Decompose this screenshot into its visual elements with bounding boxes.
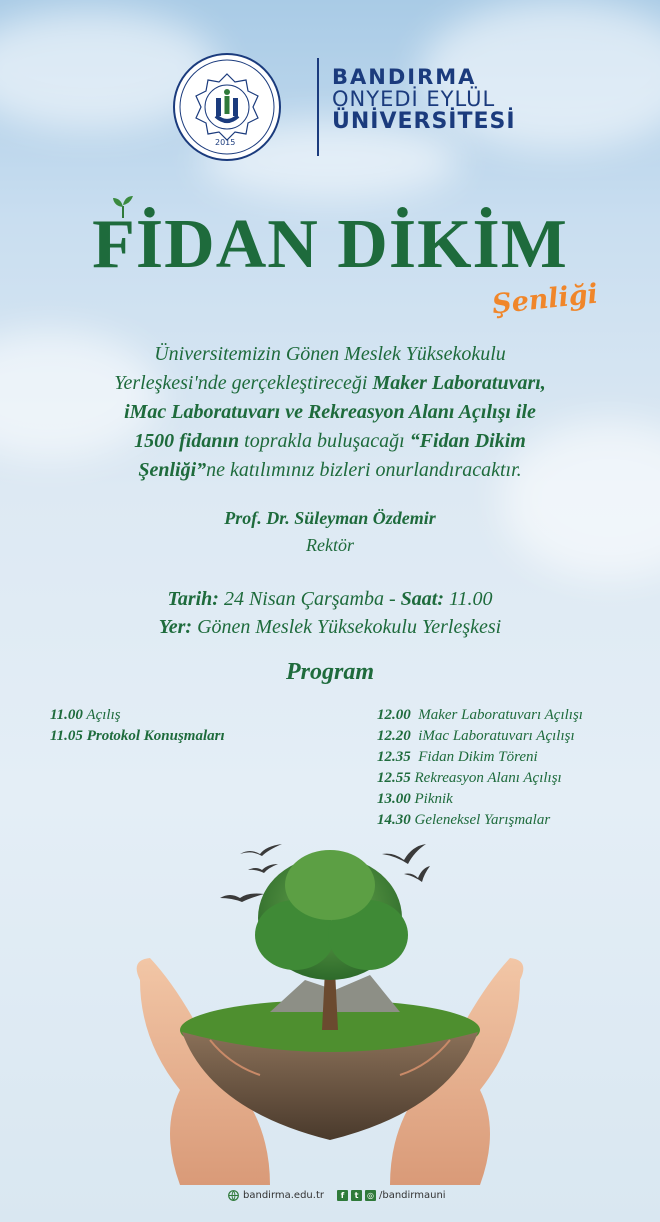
invitation-line: [40, 427, 620, 456]
program-text: Fidan Dikim Töreni: [410, 749, 538, 765]
event-place: [0, 616, 660, 639]
program-text: Maker Laboratuvarı Açılışı: [410, 707, 583, 723]
invitation-fragment: Yerleşkesi'nde gerçekleştireceği: [114, 372, 373, 394]
time-value: 11.00: [444, 588, 493, 610]
invitation-fragment: Üniversitemizin Gönen Meslek Yüksekokulu: [154, 343, 506, 365]
invitation-line: [40, 340, 620, 369]
program-item: [377, 705, 583, 726]
event-date-time: [0, 588, 660, 611]
place-value: Gönen Meslek Yüksekokulu Yerleşkesi: [192, 616, 502, 638]
program-text: Protokol Konuşmaları: [82, 728, 225, 744]
program-time: 11.00: [50, 707, 83, 723]
website-text: bandirma.edu.tr: [243, 1190, 324, 1201]
social-handle[interactable]: [337, 1190, 446, 1201]
invitation-fragment: ne katılımınız bizleri onurlandıracaktır.: [206, 459, 522, 481]
program-item: [377, 810, 583, 831]
program-text: iMac Laboratuvarı Açılışı: [410, 728, 575, 744]
social-text: /bandirmauni: [379, 1190, 446, 1201]
university-name-line3: ÜNİVERSİTESİ: [332, 109, 516, 135]
signatory-role: Rektör: [306, 535, 354, 555]
program-left-column: [50, 705, 225, 747]
page-title: FİDAN DİKİM: [92, 206, 568, 283]
program-time: 11.05: [50, 728, 83, 744]
subtitle: Şenliği: [490, 278, 600, 321]
program-item: [50, 705, 225, 726]
invitation-fragment: Şenliği”: [138, 459, 207, 481]
program-text: Rekreasyon Alanı Açılışı: [410, 770, 562, 786]
place-label: Yer:: [158, 616, 193, 638]
university-name-line1: BANDIRMA: [332, 65, 477, 89]
invitation-text: [40, 340, 620, 485]
program-text: Piknik: [410, 791, 453, 807]
program-time: 14.30: [377, 812, 411, 828]
hands-tree-illustration: [120, 840, 540, 1185]
invitation-fragment: Maker Laboratuvarı,: [372, 372, 546, 394]
invitation-fragment: 1500 fidanın: [134, 430, 240, 452]
university-name: [332, 66, 516, 133]
date-value: 24 Nisan Çarşamba -: [218, 588, 401, 610]
globe-icon: [228, 1190, 239, 1201]
facebook-icon: f: [337, 1190, 348, 1201]
program-title: Program: [285, 659, 374, 685]
university-name-line2: ONYEDİ EYLÜL: [332, 87, 496, 112]
invitation-fragment: iMac Laboratuvarı ve Rekreasyon Alanı Açılışı ile: [124, 401, 536, 423]
program-item: [377, 768, 583, 789]
seal-year: 2015: [215, 138, 236, 147]
program-item: [377, 789, 583, 810]
instagram-icon: ◎: [365, 1190, 376, 1201]
program-text: Açılış: [82, 707, 121, 723]
invitation-fragment: “Fidan Dikim: [409, 430, 526, 452]
date-label: Tarih:: [167, 588, 219, 610]
logo-divider: [317, 58, 319, 156]
program-time: 12.20: [377, 728, 411, 744]
program-time: 12.55: [377, 770, 411, 786]
signatory-name: Prof. Dr. Süleyman Özdemir: [224, 508, 436, 528]
invitation-line: [40, 456, 620, 485]
program-item: [377, 747, 583, 768]
program-time: 13.00: [377, 791, 411, 807]
invitation-line: [40, 369, 620, 398]
time-label: Saat:: [400, 588, 445, 610]
program-text: Geleneksel Yarışmalar: [410, 812, 551, 828]
invitation-line: [40, 398, 620, 427]
program-time: 12.00: [377, 707, 411, 723]
invitation-fragment: toprakla buluşacağı: [239, 430, 410, 452]
twitter-icon: t: [351, 1190, 362, 1201]
program-time: 12.35: [377, 749, 411, 765]
program-item: [377, 726, 583, 747]
program-item: [50, 726, 225, 747]
program-right-column: [377, 705, 583, 831]
website-link[interactable]: [228, 1190, 324, 1201]
university-logo: [172, 52, 516, 162]
